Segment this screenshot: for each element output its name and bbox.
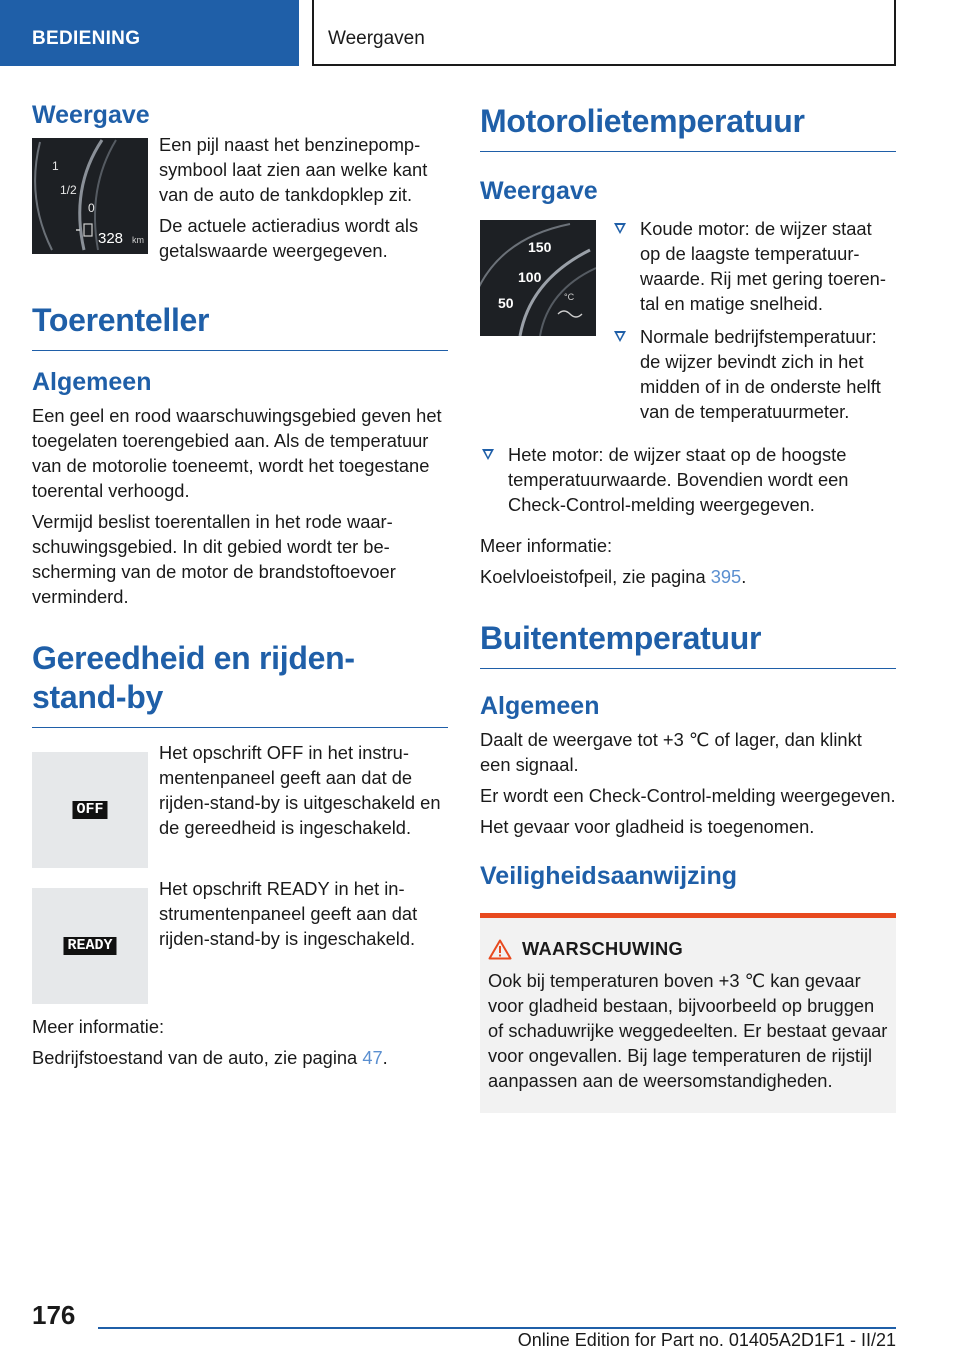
- weergave-p2: De actuele actieradius wordt als getalswaarde weergegeven.: [159, 215, 419, 261]
- motorolie-ref-end: .: [741, 566, 747, 588]
- motorolie-ref-text: Koelvloeistofpeil, zie pagina: [480, 566, 711, 588]
- footer-divider: [98, 1327, 896, 1329]
- gereedheid-ref-end: .: [382, 1047, 388, 1069]
- fuel-gauge-text: [159, 132, 448, 263]
- gereedheid-heading-line2: stand-by: [32, 679, 163, 716]
- motorolie-sub: Weergave: [480, 177, 598, 206]
- toerenteller-sub: Algemeen: [32, 368, 152, 397]
- gauge-tick-empty: 0: [88, 201, 95, 215]
- header-bar: [0, 0, 960, 66]
- fuel-gauge-figure: [32, 134, 448, 263]
- left-column: [32, 100, 448, 1070]
- warning-triangle-icon: [488, 939, 512, 960]
- bullet-normal: Normale bedrijfstemperatuur: de wijzer bevindt zich in het midden of in de onderste helft van de temperatuurmeter.: [612, 324, 896, 424]
- buiten-p1: Daalt de weergave tot +3 ℃ of lager, dan klinkt een signaal.: [480, 729, 862, 776]
- buiten-heading: Buitentemperatuur: [480, 619, 896, 669]
- motorolie-heading: Motorolietemperatuur: [480, 102, 896, 152]
- gauge-tick-full: 1: [52, 159, 59, 173]
- buiten-sub: Algemeen: [480, 692, 600, 721]
- off-figure: [32, 742, 448, 868]
- toerenteller-p2: Vermijd beslist toerentallen in het rode waarschuwingsgebied. In dit gebied wordt ter bescherming van de motor de brandstoftoevoer verminderd.: [32, 511, 396, 608]
- warning-header: [488, 938, 888, 960]
- triangle-bullet-icon: [482, 449, 494, 460]
- gereedheid-heading: [32, 639, 448, 728]
- off-text: Het opschrift OFF in het instrumentenpaneel geeft aan dat de rijden-stand-by is uitgeschakeld en de gereedheid is ingeschakeld.: [159, 742, 441, 839]
- oil-temp-bullets-bottom: [480, 442, 896, 517]
- off-indicator-image: [32, 752, 148, 868]
- oil-temp-bullets-top: [612, 216, 896, 432]
- off-indicator-label: OFF: [72, 801, 107, 819]
- edition-note: Online Edition for Part no. 01405A2D1F1 - II/21: [517, 1330, 896, 1350]
- temp-tick-100: 100: [518, 269, 542, 286]
- ready-text-block: [159, 876, 448, 951]
- gauge-tick-half: 1/2: [60, 183, 77, 197]
- motorolie-more: Meer informatie:: [480, 535, 613, 557]
- fuel-gauge-icon: [32, 138, 148, 254]
- temp-tick-150: 150: [528, 239, 552, 256]
- bullet-cold: Koude motor: de wijzer staat op de laagste temperatuurwaarde. Rij met gering toerental en matige snelheid.: [612, 216, 896, 316]
- section-label: BEDIENING: [32, 28, 141, 49]
- off-text-block: [159, 740, 448, 840]
- right-column: [480, 100, 896, 1113]
- ready-indicator-image: [32, 888, 148, 1004]
- gereedheid-ref-text: Bedrijfstoestand van de auto, zie pagina: [32, 1047, 363, 1069]
- buiten-p3: Het gevaar voor gladheid is toegenomen.: [480, 816, 815, 838]
- bullet-hot: Hete motor: de wijzer staat op de hoogste temperatuurwaarde. Bovendien wordt een Check-Control-melding weergegeven.: [480, 442, 896, 517]
- temp-tick-50: 50: [498, 295, 514, 312]
- warning-text: Ook bij temperaturen boven +3 ℃ kan gevaar voor gladheid bestaan, bijvoorbeeld op bruggen of schaduwrijke weggedeelten. Er bestaat gevaar voor ongevallen. Bij lage temperaturen de rijstijl aanpassen aan de weersomstandigheden.: [488, 970, 888, 1092]
- range-unit: km: [132, 235, 144, 245]
- section-tab[interactable]: [0, 0, 299, 66]
- temp-unit: °C: [564, 292, 575, 303]
- buiten-p2: Er wordt een Check-Control-melding weergegeven.: [480, 785, 896, 807]
- fuel-gauge-image: [32, 138, 148, 254]
- ready-figure: [32, 878, 448, 1004]
- fuel-pump-icon: [84, 224, 92, 236]
- oil-temp-figure: [480, 220, 896, 432]
- oil-can-icon: [558, 311, 582, 317]
- oil-temp-gauge-icon: [480, 220, 596, 336]
- gereedheid-ref-link[interactable]: 47: [362, 1047, 383, 1069]
- motorolie-ref: [480, 564, 896, 589]
- ready-text: Het opschrift READY in het instrumentenpaneel geeft aan dat rijden-stand-by is ingeschakeld.: [159, 878, 418, 950]
- weergave-heading: Weergave: [32, 101, 150, 129]
- motorolie-ref-link[interactable]: 395: [710, 566, 742, 588]
- triangle-bullet-icon: [614, 223, 626, 234]
- oil-temp-gauge-image: [480, 220, 596, 336]
- page-number: 176: [32, 1300, 76, 1330]
- gereedheid-heading-line1: Gereedheid en rijden-: [32, 640, 355, 677]
- warning-box: [480, 913, 896, 1113]
- chapter-title: Weergaven: [328, 28, 425, 49]
- ready-indicator-label: READY: [63, 937, 116, 955]
- veiligheid-heading: Veiligheidsaanwijzing: [480, 862, 738, 891]
- range-value: 328: [98, 230, 124, 247]
- weergave-p1: Een pijl naast het benzinepompsymbool laat zien aan welke kant van de auto de tankdopklep zit.: [159, 134, 428, 205]
- gereedheid-more: Meer informatie:: [32, 1016, 165, 1038]
- toerenteller-heading: Toerenteller: [32, 301, 448, 351]
- gereedheid-ref: [32, 1045, 448, 1070]
- warning-title: WAARSCHUWING: [522, 938, 684, 960]
- triangle-bullet-icon: [614, 331, 626, 342]
- chapter-title-box: [312, 0, 896, 66]
- toerenteller-p1: Een geel en rood waarschuwingsgebied geven het toegelaten toerengebied aan. Als de temperatuur van de motorolie toeneemt, wordt het toegestane toerental verhoogd.: [32, 405, 442, 502]
